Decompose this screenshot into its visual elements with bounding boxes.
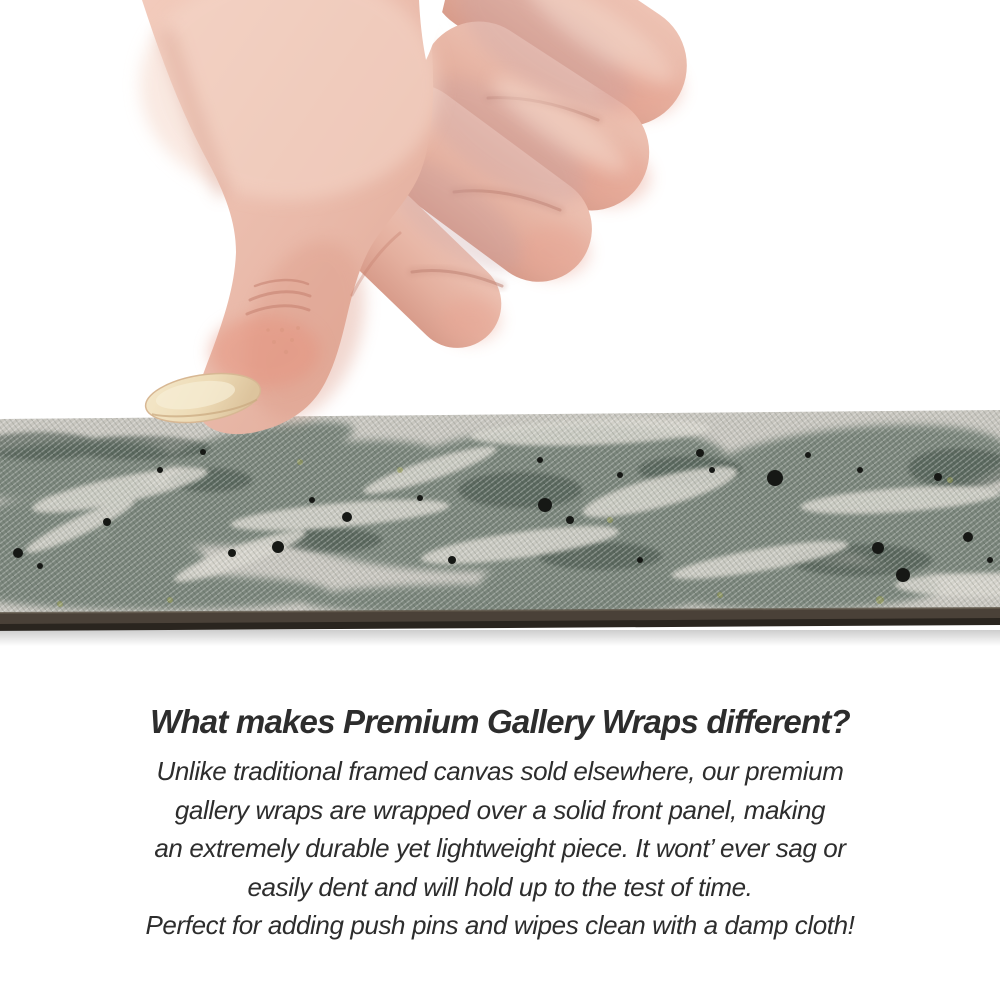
body-line: gallery wraps are wrapped over a solid front panel, making	[174, 794, 826, 825]
canvas-strip	[0, 400, 1000, 646]
body-line: Perfect for adding push pins and wipes clean with a damp cloth!	[145, 910, 855, 940]
marketing-copy	[0, 700, 1000, 945]
body-line: easily dent and will hold up to the test of time.	[247, 871, 753, 902]
body-line: Unlike traditional framed canvas sold elsewhere, our premium	[156, 756, 844, 786]
canvas-edge	[0, 608, 1000, 646]
headline: What makes Premium Gallery Wraps different?	[150, 703, 850, 740]
body-line: an extremely durable yet lightweight piece. It wont’ ever sag or	[154, 833, 846, 863]
hand-photo	[140, 0, 710, 434]
